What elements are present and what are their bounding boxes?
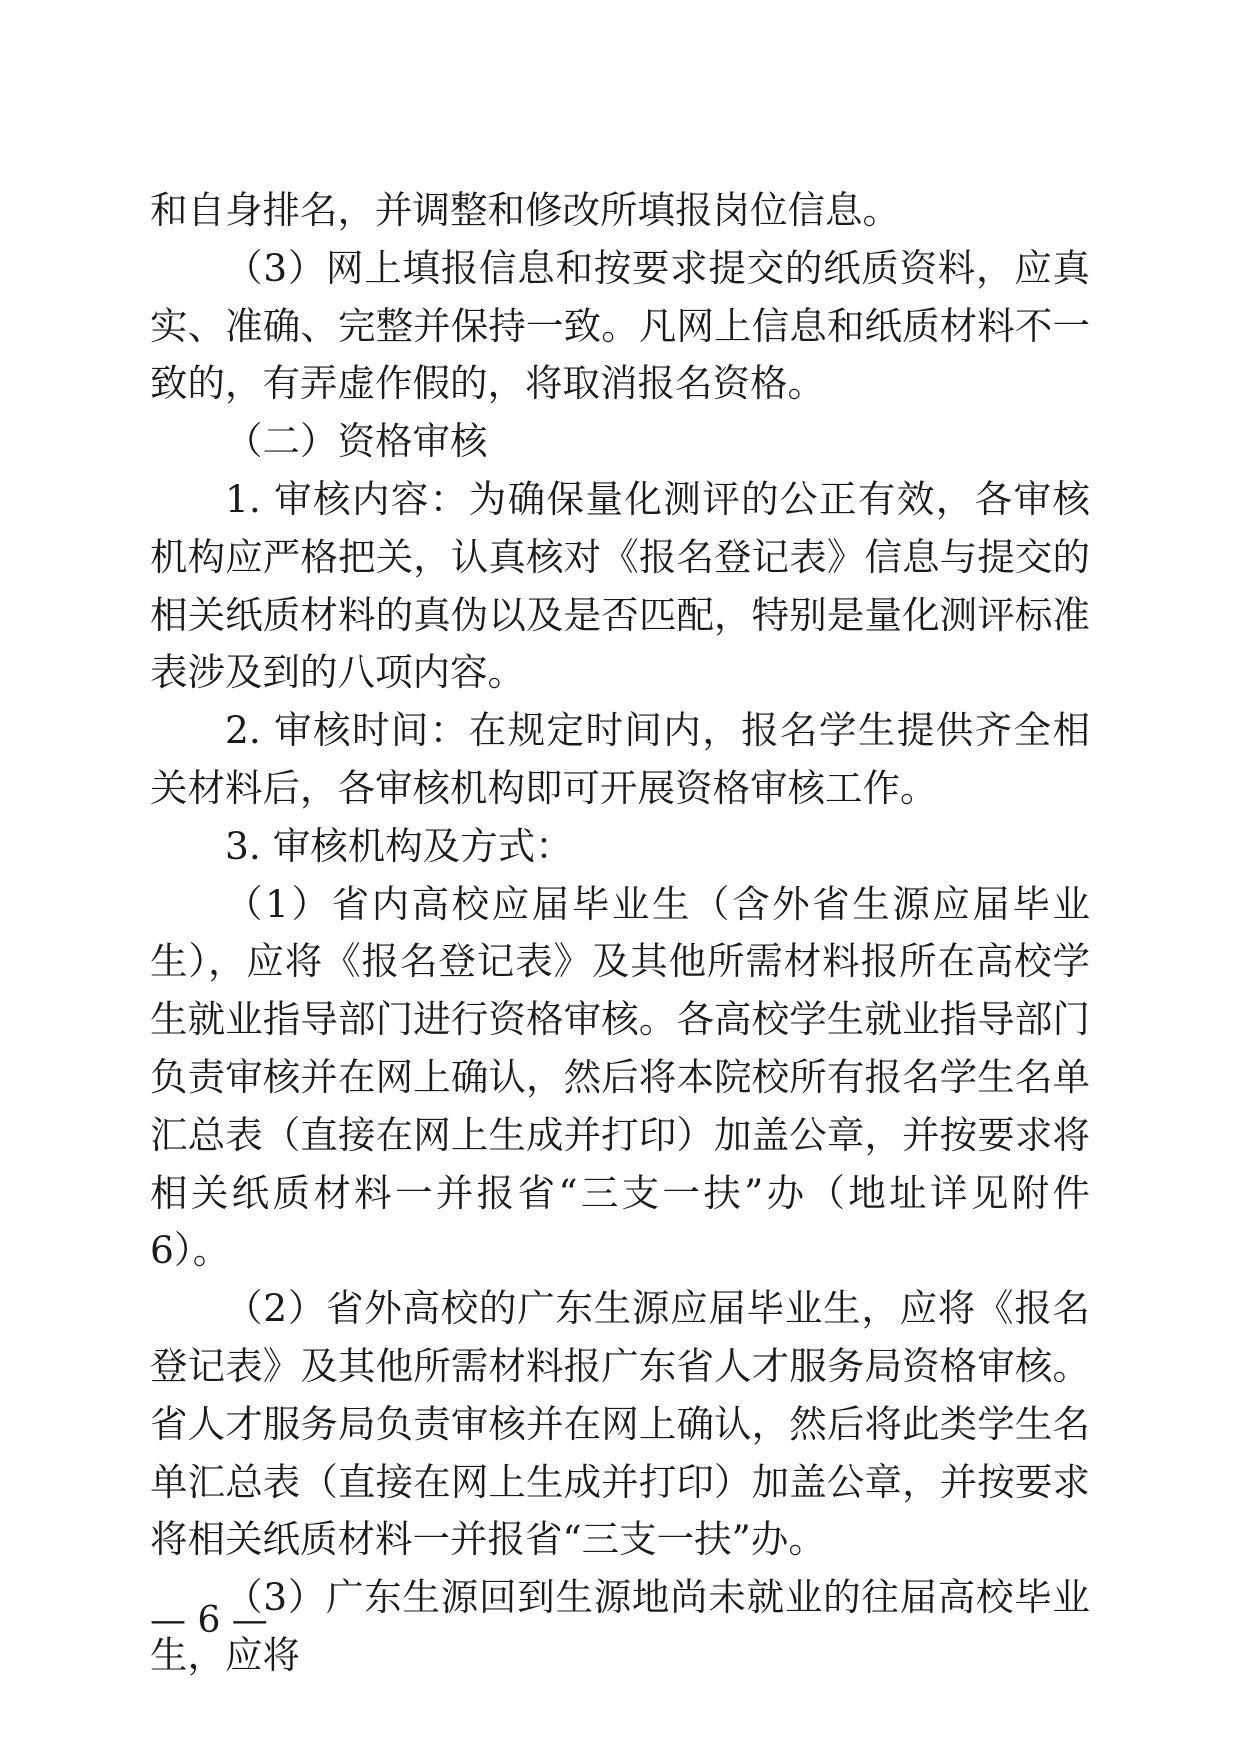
paragraph-review-agency: 3. 审核机构及方式： — [225, 823, 573, 868]
paragraph-agency-2: （2）省外高校的广东生源应届毕业生，应将《报名登记表》及其他所需材料报广东省人才服务局资格审核。省人才服务局负责审核并在网上确认，然后将此类学生名单汇总表（直接在网上生成并打印）加盖公章，并按要求将相关纸质材料一并报省“三支一扶”办。 — [150, 1286, 1090, 1562]
page-number: — 6 — — [150, 1600, 268, 1641]
section-heading-qualification-review: （二）资格审核 — [225, 419, 488, 464]
paragraph-agency-1: （1）省内高校应届毕业生（含外省生源应届毕业生），应将《报名登记表》及其他所需材料报所在高校学生就业指导部门进行资格审核。各高校学生就业指导部门负责审核并在网上确认，然后将本院校所有报名学生名单汇总表（直接在网上生成并打印）加盖公章，并按要求将相关纸质材料一并报省“三支一扶”办（地址详见附件6）。 — [150, 881, 1090, 1273]
paragraph-review-content: 1. 审核内容：为确保量化测评的公正有效，各审核机构应严格把关，认真核对《报名登记表》信息与提交的相关纸质材料的真伪以及是否匹配，特别是量化测评标准表涉及到的八项内容。 — [150, 476, 1090, 695]
paragraph-continuation: 和自身排名，并调整和修改所填报岗位信息。 — [150, 188, 900, 232]
body-text — [150, 182, 1090, 1685]
paragraph-agency-3: （3）广东生源回到生源地尚未就业的往届高校毕业生，应将 — [150, 1575, 1090, 1677]
paragraph-item-3: （3）网上填报信息和按要求提交的纸质资料，应真实、准确、完整并保持一致。凡网上信息和纸质材料不一致的，有弄虚作假的，将取消报名资格。 — [150, 245, 1090, 406]
paragraph-review-time: 2. 审核时间：在规定时间内，报名学生提供齐全相关材料后，各审核机构即可开展资格审核工作。 — [150, 708, 1090, 810]
